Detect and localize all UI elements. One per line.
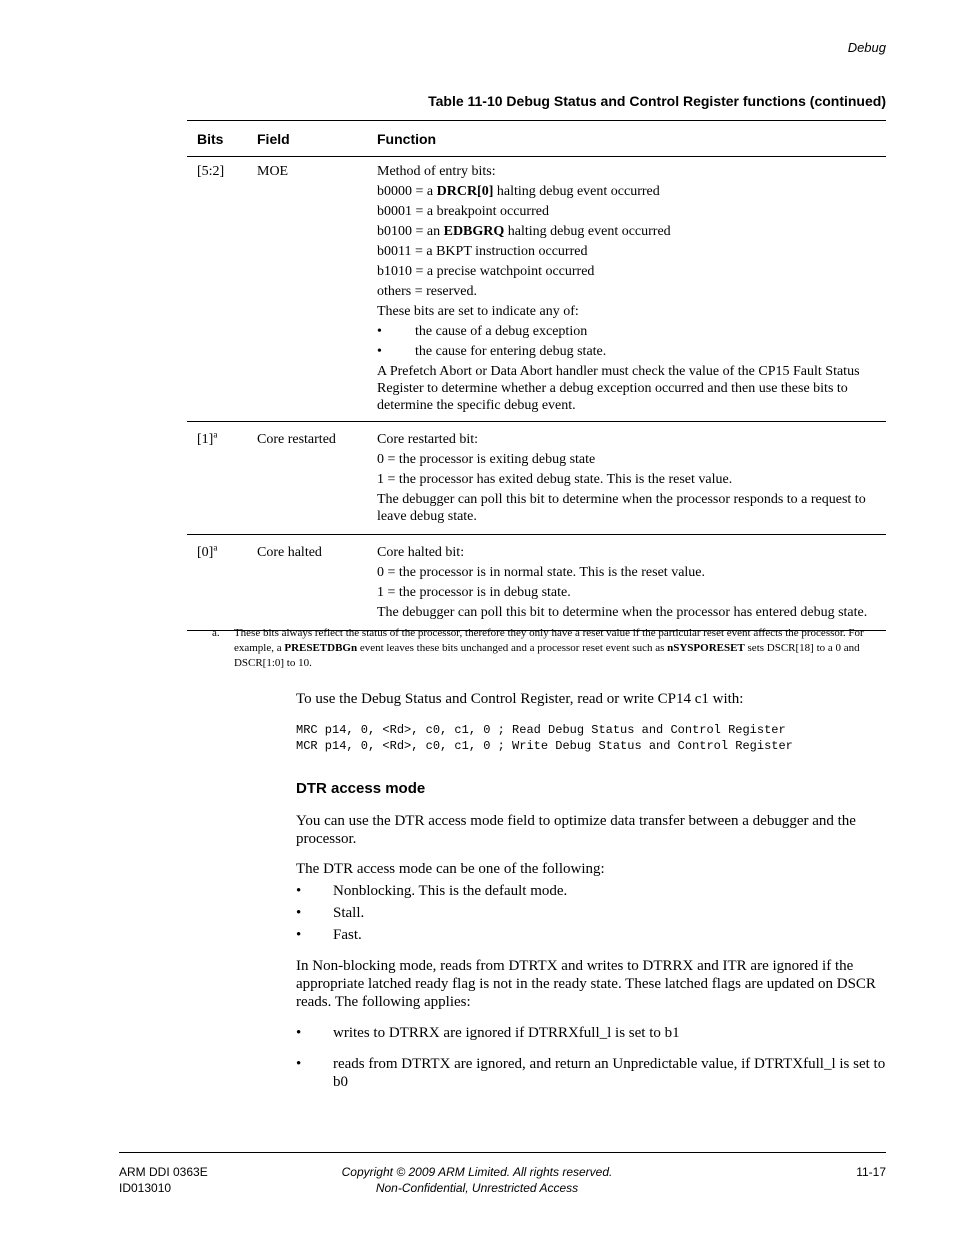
footnote-marker: a. — [212, 627, 220, 639]
column-header-function: Function — [377, 130, 437, 147]
doc-id: ARM DDI 0363E — [119, 1165, 208, 1179]
function-line: Method of entry bits: — [377, 164, 496, 179]
list-item: • Fast. — [296, 927, 362, 943]
id-code: ID013010 — [119, 1181, 172, 1195]
list-item: • Stall. — [296, 905, 365, 921]
section-header: Debug — [847, 40, 886, 55]
bits-cell: [0]$^a$ — [197, 542, 218, 560]
function-line: The debugger can poll this bit to determine when the processor has entered debug state. — [377, 605, 868, 620]
function-line: b1010 = a precise watchpoint occurred — [377, 264, 595, 279]
footnote-mark: a — [213, 542, 218, 553]
function-line: Core halted bit: — [377, 545, 465, 560]
function-line: A Prefetch Abort or Data Abort handler must check the value of the CP15 Fault Status Register to determine whether a debug exception occurred and then use these bits to determine the specific debug event. — [377, 364, 860, 413]
table-caption: Table 11-10 Debug Status and Control Register functions (continued) — [428, 93, 886, 109]
body-text — [296, 690, 886, 1091]
field-cell: Core restarted — [257, 432, 336, 447]
page-number: 11-17 — [856, 1165, 886, 1179]
table-row — [187, 535, 886, 630]
code-line: MRC p14, 0, <Rd>, c0, c1, 0 ; Read Debug Status and Control Register — [296, 723, 786, 737]
list-item: • reads from DTRTX are ignored, and return an Unpredictable value, if DTRTXfull_l is set to b0 — [296, 1056, 886, 1090]
list-item: • Nonblocking. This is the default mode. — [296, 883, 568, 899]
table-header-row — [187, 121, 886, 156]
paragraph: In Non-blocking mode, reads from DTRTX and writes to DTRRX and ITR are ignored if the appropriate latched ready flag is not in the ready state. These latched flags are updated on DSCR reads. The following applies: — [296, 958, 876, 1010]
function-line: The debugger can poll this bit to determine when the processor responds to a request to leave debug state. — [377, 492, 866, 524]
footnote-text: These bits always reflect the status of the processor, therefore they only have a reset value if the particular reset event affects the processor. For example, a PRESETDBGn event leaves these bits unchanged and a processor reset event such as nSYSPORESET sets DSCR[18] to a 0 and DSCR[1:0] to 10. — [233, 627, 864, 669]
section-heading: DTR access mode — [296, 780, 426, 797]
footer-rule — [119, 1152, 886, 1153]
function-line: 0 = the processor is exiting debug state — [377, 452, 596, 467]
copyright: Copyright © 2009 ARM Limited. All rights reserved. — [341, 1165, 613, 1179]
table-row — [187, 422, 886, 534]
function-line: Core restarted bit: — [377, 432, 479, 447]
function-line: 0 = the processor is in normal state. This is the reset value. — [377, 565, 706, 580]
list-item: • writes to DTRRX are ignored if DTRRXfull_l is set to b1 — [296, 1025, 680, 1041]
function-line: b0000 = a DRCR[0] halting debug event occurred — [377, 184, 660, 199]
function-line: b0001 = a breakpoint occurred — [377, 204, 549, 219]
table-footnote — [212, 626, 872, 671]
list-item: • the cause for entering debug state. — [377, 344, 607, 359]
intro-paragraph: To use the Debug Status and Control Register, read or write CP14 c1 with: — [296, 691, 744, 707]
register-table — [187, 120, 886, 631]
function-line: 1 = the processor has exited debug state. This is the reset value. — [377, 472, 733, 487]
field-cell: MOE — [257, 164, 289, 179]
function-line: others = reserved. — [377, 284, 478, 299]
list-item: • the cause of a debug exception — [377, 324, 588, 339]
paragraph: The DTR access mode can be one of the following: — [296, 861, 605, 877]
access-level: Non-Confidential, Unrestricted Access — [375, 1181, 579, 1195]
function-line: b0100 = an EDBGRQ halting debug event occurred — [377, 224, 671, 239]
paragraph: You can use the DTR access mode field to optimize data transfer between a debugger and the processor. — [296, 813, 856, 847]
footer-center — [0, 1164, 954, 1196]
field-cell: Core halted — [257, 545, 322, 560]
function-cell — [377, 431, 886, 528]
table-row — [187, 157, 886, 421]
function-line: b0011 = a BKPT instruction occurred — [377, 244, 588, 259]
function-cell — [377, 544, 886, 624]
column-header-bits: Bits — [197, 130, 224, 147]
function-cell — [377, 163, 886, 417]
function-line: 1 = the processor is in debug state. — [377, 585, 571, 600]
footnote-mark: a — [213, 429, 218, 440]
bits-cell: [5:2] — [197, 164, 225, 179]
function-line: These bits are set to indicate any of: — [377, 304, 579, 319]
column-header-field: Field — [257, 130, 290, 147]
code-line: MCR p14, 0, <Rd>, c0, c1, 0 ; Write Debug Status and Control Register — [296, 739, 793, 753]
bits-cell: [1]$^a$ — [197, 429, 218, 447]
